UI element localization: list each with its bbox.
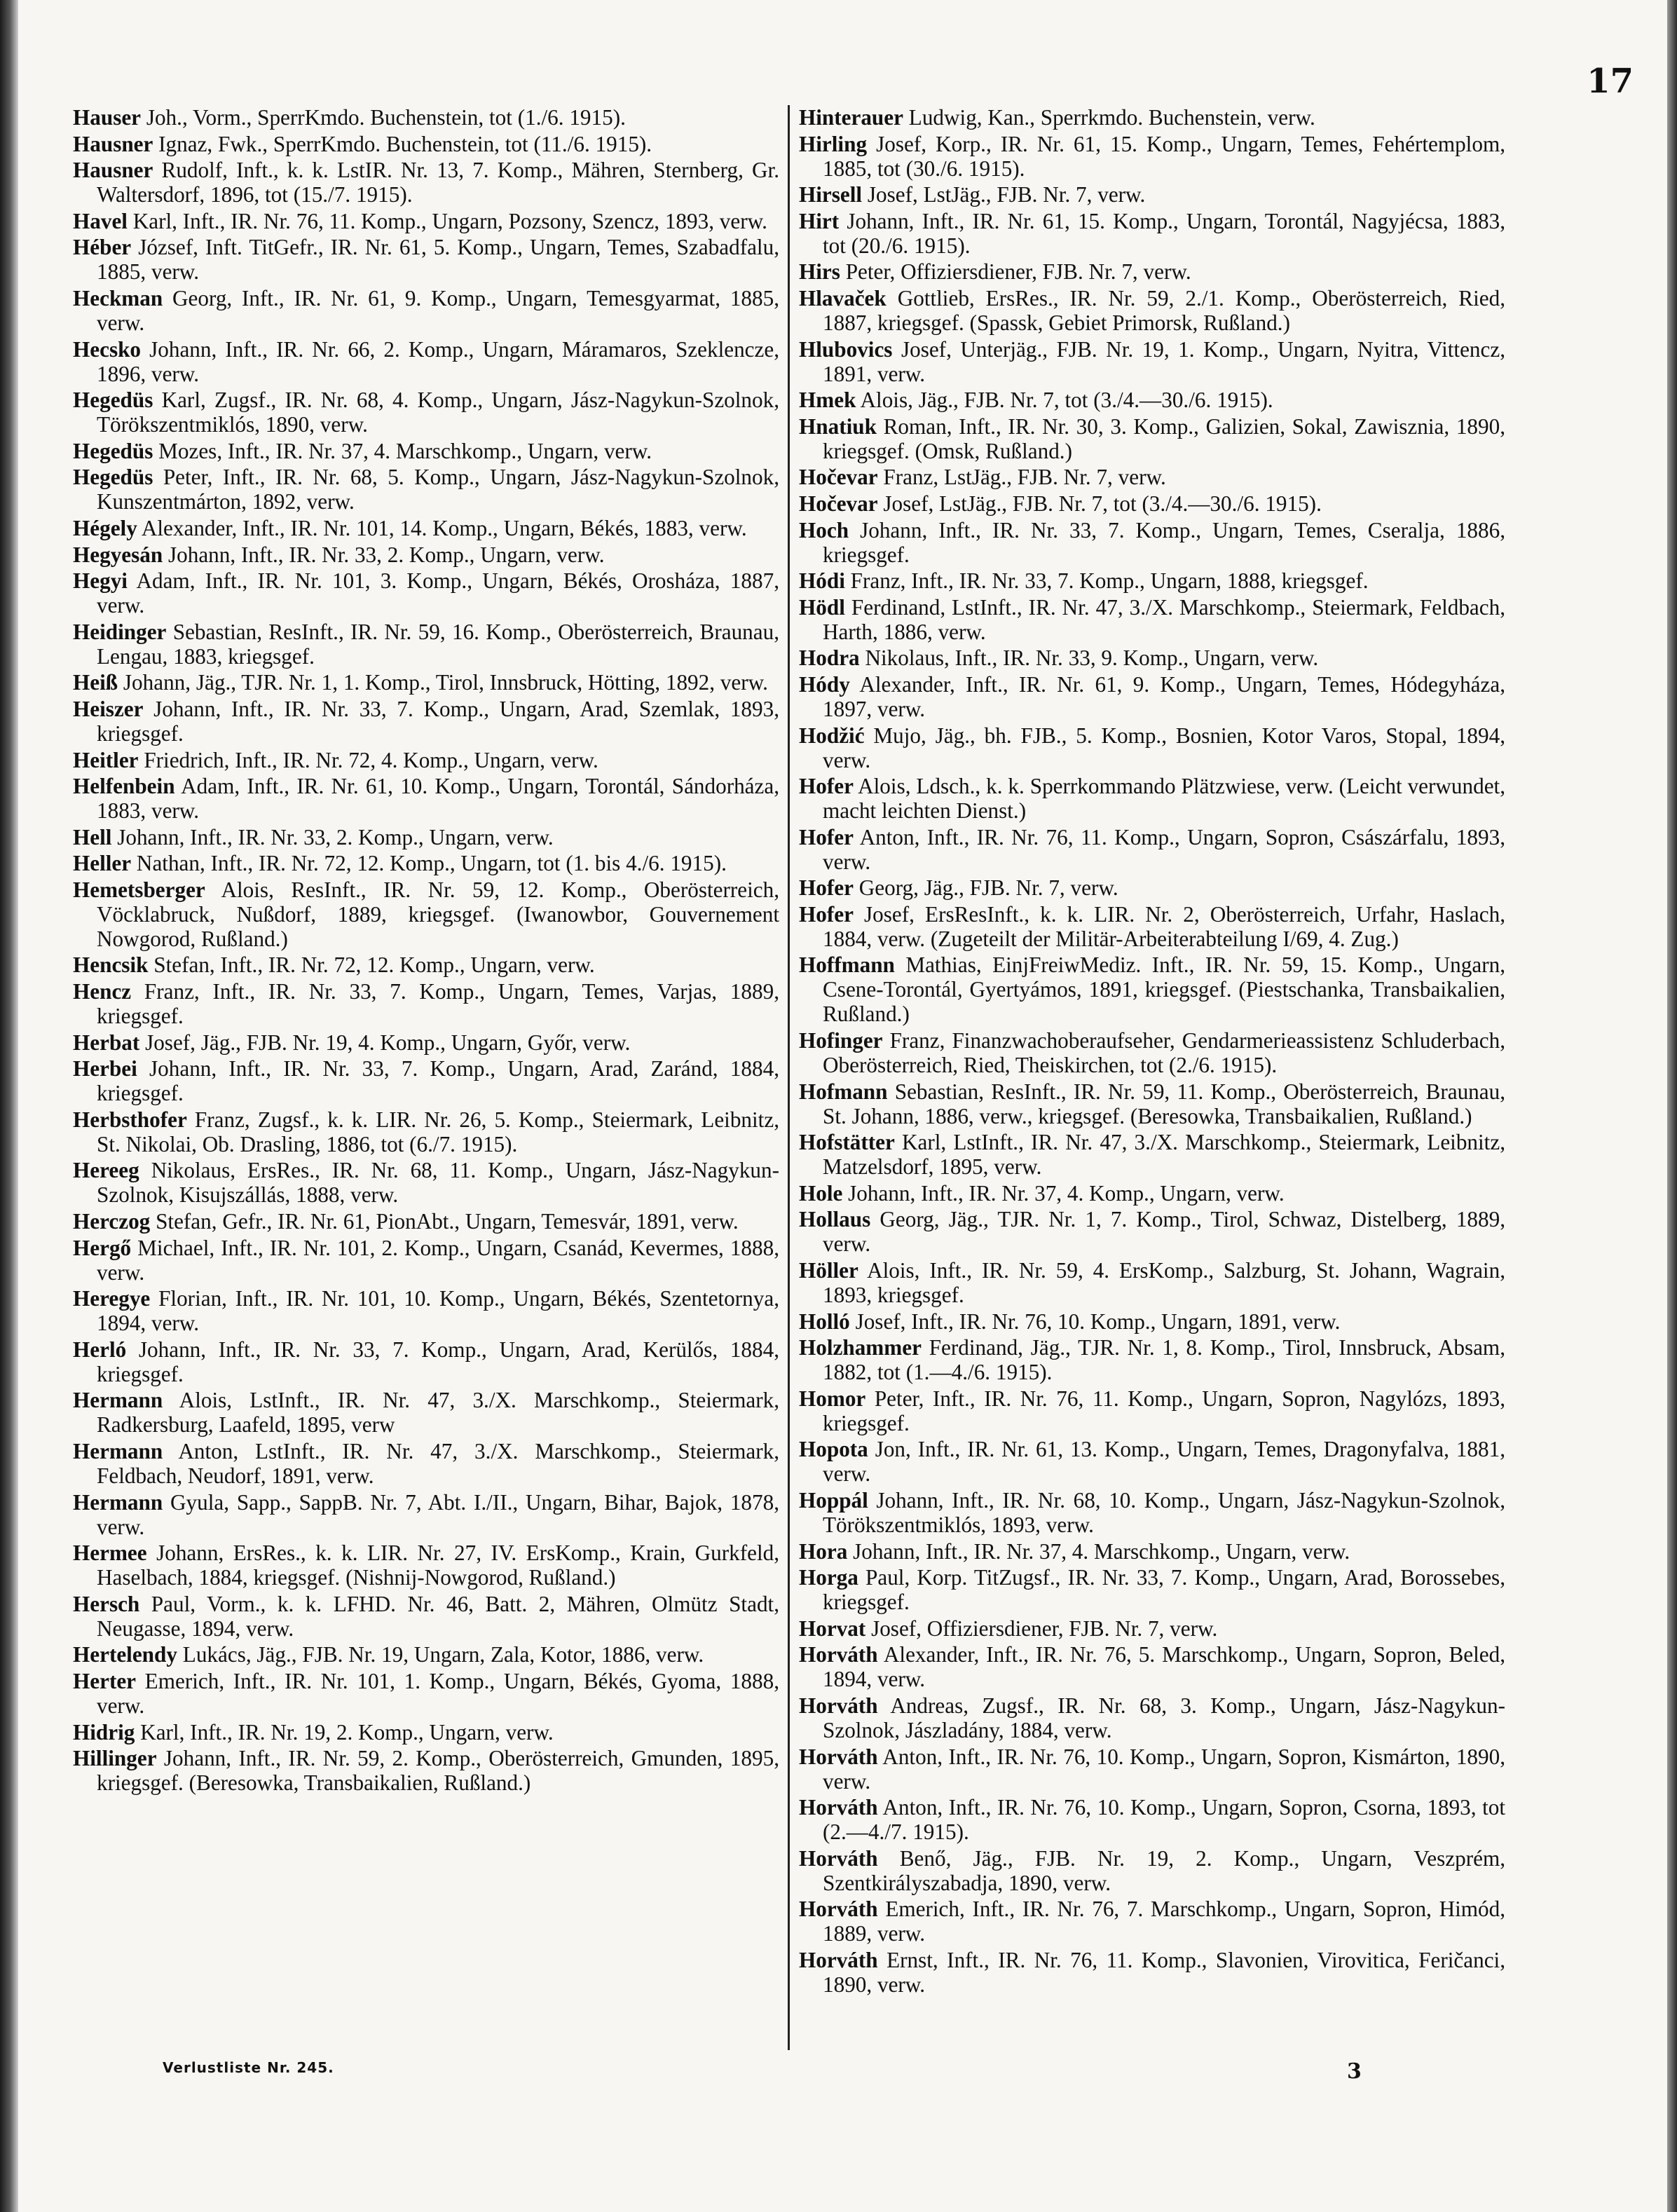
casualty-entry <box>799 1565 1505 1614</box>
casualty-entry <box>799 1181 1505 1206</box>
surname: Horváth <box>799 1795 878 1820</box>
casualty-entry <box>799 1488 1505 1537</box>
casualty-entry <box>799 953 1505 1026</box>
entry-details: Johann, Inft., IR. Nr. 68, 10. Komp., Ungarn, Jász-Nagykun-Szolnok, Törökszentmiklós, 1893, verw. <box>823 1488 1505 1537</box>
surname: Hlavaček <box>799 285 887 310</box>
entry-details: Johann, Inft., IR. Nr. 37, 4. Marschkomp., Ungarn, verw. <box>847 1538 1350 1564</box>
surname: Horváth <box>799 1947 878 1972</box>
surname: Horváth <box>799 1744 878 1769</box>
casualty-entry <box>799 646 1505 670</box>
surname: Hora <box>799 1538 848 1564</box>
surname: Hergő <box>73 1235 132 1260</box>
casualty-entry <box>73 235 779 284</box>
surname: Hersch <box>73 1591 140 1616</box>
surname: Hemetsberger <box>73 877 205 902</box>
casualty-entry <box>73 1286 779 1335</box>
casualty-entry <box>73 748 779 772</box>
casualty-entry <box>73 388 779 437</box>
casualty-entry <box>799 774 1505 823</box>
casualty-entry <box>799 1437 1505 1486</box>
entry-details: Alois, Ldsch., k. k. Sperrkommando Plätzwiese, verw. (Leicht verwundet, macht leichten Dienst.) <box>823 774 1505 824</box>
casualty-entry <box>799 1130 1505 1179</box>
surname: Heiszer <box>73 696 144 721</box>
entry-details: Johann, Inft., IR. Nr. 33, 7. Komp., Ungarn, Arad, Szemlak, 1893, kriegsgef. <box>97 696 779 746</box>
surname: Hillinger <box>73 1746 157 1771</box>
entry-details: Nikolaus, ErsRes., IR. Nr. 68, 11. Komp., Ungarn, Jász-Nagykun-Szolnok, Kisujszállás, 1888, verw. <box>97 1158 779 1208</box>
casualty-entry <box>799 1948 1505 1997</box>
casualty-entry <box>799 518 1505 567</box>
surname: Havel <box>73 208 128 233</box>
surname: Hecsko <box>73 336 142 362</box>
surname: Herbat <box>73 1030 140 1055</box>
casualty-entry <box>799 491 1505 516</box>
surname: Hočevar <box>799 491 878 516</box>
surname: Hole <box>799 1180 843 1206</box>
entry-details: Franz, Inft., IR. Nr. 33, 7. Komp., Ungarn, Temes, Varjas, 1889, kriegsgef. <box>97 979 779 1029</box>
surname: Hofer <box>799 774 854 799</box>
casualty-entry <box>799 209 1505 258</box>
entry-details: Gottlieb, ErsRes., IR. Nr. 59, 2./1. Komp., Oberösterreich, Ried, 1887, kriegsgef. (Spassk, Gebiet Primorsk, Rußland.) <box>823 285 1505 335</box>
casualty-entry <box>73 542 779 567</box>
surname: Horvat <box>799 1616 866 1641</box>
casualty-entry <box>73 1592 779 1641</box>
entry-details: Karl, Zugsf., IR. Nr. 68, 4. Komp., Ungarn, Jász-Nagykun-Szolnok, Törökszentmiklós, 1890, verw. <box>97 388 779 437</box>
casualty-entry <box>799 875 1505 900</box>
casualty-entry <box>73 620 779 669</box>
casualty-entry <box>799 182 1505 207</box>
surname: Hočevar <box>799 465 878 490</box>
surname: Homor <box>799 1386 866 1411</box>
entry-details: Emerich, Inft., IR. Nr. 101, 1. Komp., Ungarn, Békés, Gyoma, 1888, verw. <box>97 1668 779 1718</box>
casualty-entry <box>799 388 1505 412</box>
surname: Heregye <box>73 1286 151 1311</box>
entry-details: Georg, Jäg., FJB. Nr. 7, verw. <box>853 875 1118 901</box>
surname: Hódi <box>799 568 845 594</box>
entry-details: Karl, Inft., IR. Nr. 76, 11. Komp., Ungarn, Pozsony, Szencz, 1893, verw. <box>127 208 767 233</box>
entry-details: Anton, Inft., IR. Nr. 76, 10. Komp., Ungarn, Sopron, Csorna, 1893, tot (2.—4./7. 1915). <box>823 1795 1505 1845</box>
casualty-entry <box>799 568 1505 593</box>
surname: Hegedüs <box>73 438 153 463</box>
surname: Hégely <box>73 515 137 540</box>
footer-sheet-number: 3 <box>1347 2059 1362 2084</box>
surname: Höller <box>799 1258 858 1283</box>
entry-details: Alois, Inft., IR. Nr. 59, 4. ErsKomp., Salzburg, St. Johann, Wagrain, 1893, kriegsgef. <box>823 1258 1505 1308</box>
entry-details: Franz, Inft., IR. Nr. 33, 7. Komp., Ungarn, 1888, kriegsgef. <box>844 568 1369 594</box>
casualty-entry <box>799 1846 1505 1895</box>
casualty-entry <box>799 1539 1505 1564</box>
surname: Holló <box>799 1309 850 1334</box>
entry-details: Josef, ErsResInft., k. k. LIR. Nr. 2, Oberösterreich, Urfahr, Haslach, 1884, verw. (Zugeteilt der Militär-Arbeiterabteilung I/69, 4. Zug.) <box>823 901 1505 951</box>
surname: Hermann <box>73 1388 163 1413</box>
casualty-entry <box>73 158 779 207</box>
entry-details: Rudolf, Inft., k. k. LstIR. Nr. 13, 7. Komp., Mähren, Sternberg, Gr. Waltersdorf, 1896, tot (15./7. 1915). <box>97 158 779 207</box>
entry-details: Johann, Inft., IR. Nr. 59, 2. Komp., Oberösterreich, Gmunden, 1895, kriegsgef. (Beresowka, Transbaikalien, Rußland.) <box>97 1746 779 1796</box>
surname: Hirt <box>799 208 840 233</box>
surname: Hell <box>73 824 112 849</box>
surname: Héber <box>73 235 132 260</box>
entry-details: Joh., Vorm., SperrKmdo. Buchenstein, tot (1./6. 1915). <box>141 105 626 130</box>
entry-details: Josef, Jäg., FJB. Nr. 19, 4. Komp., Ungarn, Győr, verw. <box>139 1030 631 1055</box>
surname: Helfenbein <box>73 774 175 799</box>
entry-details: Peter, Offiziersdiener, FJB. Nr. 7, verw. <box>840 259 1191 285</box>
entry-details: Nikolaus, Inft., IR. Nr. 33, 9. Komp., Ungarn, verw. <box>859 646 1319 671</box>
entry-details: Johann, Inft., IR. Nr. 33, 7. Komp., Ungarn, Temes, Cseralja, 1886, kriegsgef. <box>823 517 1505 567</box>
entry-details: Franz, LstJäg., FJB. Nr. 7, verw. <box>877 465 1166 490</box>
surname: Hirsell <box>799 182 863 207</box>
casualty-entry <box>799 595 1505 644</box>
scan-edge-right <box>1667 0 1677 2212</box>
casualty-entry <box>799 1642 1505 1691</box>
entry-details: Franz, Zugsf., k. k. LIR. Nr. 26, 5. Komp., Steiermark, Leibnitz, St. Nikolai, Ob. Drasling, 1886, tot (6./7. 1915). <box>97 1107 779 1156</box>
entry-details: Ernst, Inft., IR. Nr. 76, 11. Komp., Slavonien, Virovitica, Feričanci, 1890, verw. <box>823 1947 1505 1997</box>
entry-details: Ludwig, Kan., Sperrkmdo. Buchenstein, verw. <box>903 105 1315 130</box>
entry-details: Alois, LstInft., IR. Nr. 47, 3./X. Marschkomp., Steiermark, Radkersburg, Laafeld, 1895, verw <box>97 1388 779 1438</box>
entry-details: Josef, Offiziersdiener, FJB. Nr. 7, verw. <box>865 1616 1218 1641</box>
casualty-entry <box>73 1158 779 1207</box>
casualty-entry <box>799 337 1505 386</box>
surname: Hofstätter <box>799 1130 895 1155</box>
surname: Hegyi <box>73 568 128 594</box>
casualty-entry <box>799 825 1505 874</box>
surname: Heller <box>73 851 132 876</box>
surname: Heckman <box>73 285 163 310</box>
casualty-entry <box>73 1337 779 1386</box>
casualty-entry <box>799 1335 1505 1384</box>
surname: Hermann <box>73 1439 163 1463</box>
casualty-entry <box>73 1056 779 1105</box>
entry-details: Josef, LstJäg., FJB. Nr. 7, verw. <box>862 182 1146 207</box>
surname: Hofer <box>799 824 854 849</box>
surname: Hidrig <box>73 1719 135 1745</box>
casualty-entry <box>73 1388 779 1437</box>
surname: Hofer <box>799 901 854 927</box>
entry-details: Alexander, Inft., IR. Nr. 101, 14. Komp., Ungarn, Békés, 1883, verw. <box>137 515 747 540</box>
casualty-entry <box>73 670 779 695</box>
surname: Horváth <box>799 1845 878 1871</box>
surname: Hopota <box>799 1437 868 1462</box>
entry-details: Johann, Inft., IR. Nr. 33, 7. Komp., Ungarn, Arad, Zaránd, 1884, kriegsgef. <box>97 1056 779 1106</box>
entry-details: Mozes, Inft., IR. Nr. 37, 4. Marschkomp., Ungarn, verw. <box>153 438 652 463</box>
entry-details: Alexander, Inft., IR. Nr. 76, 5. Marschkomp., Ungarn, Sopron, Beled, 1894, verw. <box>823 1642 1505 1692</box>
casualty-entry <box>799 286 1505 335</box>
right-column <box>799 105 1505 1999</box>
surname: Herbei <box>73 1056 137 1081</box>
surname: Hlubovics <box>799 336 893 362</box>
entry-details: Adam, Inft., IR. Nr. 101, 3. Komp., Ungarn, Békés, Orosháza, 1887, verw. <box>97 568 779 618</box>
page-number: 17 <box>1587 62 1634 101</box>
entry-details: Florian, Inft., IR. Nr. 101, 10. Komp., Ungarn, Békés, Szentetornya, 1894, verw. <box>97 1286 779 1336</box>
entry-details: Alexander, Inft., IR. Nr. 61, 9. Komp., Ungarn, Temes, Hódegyháza, 1897, verw. <box>823 671 1505 721</box>
casualty-entry <box>799 1616 1505 1641</box>
casualty-entry <box>73 1720 779 1745</box>
casualty-entry <box>73 1669 779 1718</box>
casualty-entry <box>799 105 1505 130</box>
entry-details: Michael, Inft., IR. Nr. 101, 2. Komp., Ungarn, Csanád, Kevermes, 1888, verw. <box>97 1235 779 1285</box>
entry-details: Emerich, Inft., IR. Nr. 76, 7. Marschkomp., Ungarn, Sopron, Himód, 1889, verw. <box>823 1897 1505 1946</box>
entry-details: Stefan, Gefr., IR. Nr. 61, PionAbt., Ungarn, Temesvár, 1891, verw. <box>150 1209 739 1234</box>
entry-details: Ferdinand, Jäg., TJR. Nr. 1, 8. Komp., Tirol, Innsbruck, Absam, 1882, tot (1.—4./6. 1915). <box>823 1335 1505 1385</box>
entry-details: Mathias, EinjFreiwMediz. Inft., IR. Nr. 59, 15. Komp., Ungarn, Csene-Torontál, Gyertyámos, 1891, kriegsgef. (Piestschanka, Transbaikalien, Rußland.) <box>823 953 1505 1027</box>
entry-details: Ferdinand, LstInft., IR. Nr. 47, 3./X. Marschkomp., Steiermark, Feldbach, Harth, 1886, verw. <box>823 594 1505 644</box>
casualty-entry <box>799 1795 1505 1844</box>
footer-list-number: Verlustliste Nr. 245. <box>163 2059 334 2076</box>
entry-details: Georg, Inft., IR. Nr. 61, 9. Komp., Ungarn, Temesgyarmat, 1885, verw. <box>97 285 779 335</box>
entry-details: Ignaz, Fwk., SperrKmdo. Buchenstein, tot (11./6. 1915). <box>153 131 652 156</box>
entry-details: Anton, Inft., IR. Nr. 76, 10. Komp., Ungarn, Sopron, Kismárton, 1890, verw. <box>823 1744 1505 1794</box>
entry-details: Johann, ErsRes., k. k. LIR. Nr. 27, IV. ErsKomp., Krain, Gurkfeld, Haselbach, 1884, kriegsgef. (Nishnij-Nowgorod, Rußland.) <box>97 1541 779 1590</box>
surname: Hencz <box>73 979 132 1004</box>
casualty-entry <box>73 1541 779 1590</box>
casualty-entry <box>73 132 779 156</box>
entry-details: József, Inft. TitGefr., IR. Nr. 61, 5. Komp., Ungarn, Temes, Szabadfalu, 1885, verw. <box>97 235 779 285</box>
casualty-entry <box>799 1693 1505 1742</box>
entry-details: Georg, Jäg., TJR. Nr. 1, 7. Komp., Tirol, Schwaz, Distelberg, 1889, verw. <box>823 1207 1505 1257</box>
casualty-entry <box>73 209 779 233</box>
casualty-entry <box>73 105 779 130</box>
entry-details: Stefan, Inft., IR. Nr. 72, 12. Komp., Ungarn, verw. <box>148 953 595 978</box>
casualty-entry <box>73 286 779 335</box>
surname: Hodra <box>799 646 860 671</box>
surname: Herczog <box>73 1209 151 1234</box>
casualty-entry <box>799 1207 1505 1256</box>
surname: Hödl <box>799 594 845 620</box>
surname: Hausner <box>73 158 153 183</box>
casualty-entry <box>73 1490 779 1539</box>
surname: Horváth <box>799 1897 878 1922</box>
casualty-entry <box>73 851 779 875</box>
left-column <box>73 105 779 1797</box>
entry-details: Lukács, Jäg., FJB. Nr. 19, Ungarn, Zala, Kotor, 1886, verw. <box>177 1642 704 1667</box>
surname: Hoppál <box>799 1488 868 1513</box>
surname: Hermee <box>73 1541 147 1566</box>
casualty-entry <box>799 465 1505 489</box>
casualty-entry <box>799 259 1505 284</box>
surname: Horváth <box>799 1693 878 1718</box>
entry-details: Sebastian, ResInft., IR. Nr. 59, 11. Komp., Oberösterreich, Braunau, St. Johann, 1886, verw., kriegsgef. (Beresowka, Transbaikalien, Rußland.) <box>823 1079 1505 1128</box>
casualty-entry <box>73 337 779 386</box>
casualty-entry <box>73 878 779 951</box>
casualty-entry <box>799 1079 1505 1128</box>
entry-details: Peter, Inft., IR. Nr. 68, 5. Komp., Ungarn, Jász-Nagykun-Szolnok, Kunszentmárton, 1892, verw. <box>97 465 779 514</box>
surname: Hauser <box>73 105 142 130</box>
surname: Hofmann <box>799 1079 888 1104</box>
surname: Hegedüs <box>73 465 153 490</box>
entry-details: Johann, Inft., IR. Nr. 61, 15. Komp., Ungarn, Torontál, Nagyjécsa, 1883, tot (20./6. 1915). <box>823 208 1505 258</box>
entry-details: Karl, LstInft., IR. Nr. 47, 3./X. Marschkomp., Steiermark, Leibnitz, Matzelsdorf, 1895, verw. <box>823 1130 1505 1180</box>
surname: Hinterauer <box>799 105 903 130</box>
entry-details: Franz, Finanzwachoberaufseher, Gendarmerieassistenz Schluderbach, Oberösterreich, Ried, Theiskirchen, tot (2./6. 1915). <box>823 1028 1505 1078</box>
entry-details: Anton, LstInft., IR. Nr. 47, 3./X. Marschkomp., Steiermark, Feldbach, Neudorf, 1891, verw. <box>97 1439 779 1488</box>
casualty-entry <box>799 1309 1505 1334</box>
casualty-entry <box>799 132 1505 181</box>
surname: Hofer <box>799 875 854 901</box>
surname: Horváth <box>799 1642 878 1667</box>
entry-details: Alois, ResInft., IR. Nr. 59, 12. Komp., Oberösterreich, Vöcklabruck, Nußdorf, 1889, kriegsgef. (Iwanowbor, Gouvernement Nowgorod, Rußland.) <box>97 877 779 951</box>
casualty-entry <box>73 439 779 463</box>
casualty-entry <box>73 953 779 977</box>
entry-details: Josef, LstJäg., FJB. Nr. 7, tot (3./4.—30./6. 1915). <box>877 491 1322 516</box>
entry-details: Paul, Vorm., k. k. LFHD. Nr. 46, Batt. 2, Mähren, Olmütz Stadt, Neugasse, 1894, verw. <box>97 1591 779 1641</box>
entry-details: Roman, Inft., IR. Nr. 30, 3. Komp., Galizien, Sokal, Zawisznia, 1890, kriegsgef. (Omsk, Rußland.) <box>823 414 1505 463</box>
casualty-entry <box>799 723 1505 772</box>
surname: Hereeg <box>73 1158 139 1183</box>
entry-details: Johann, Jäg., TJR. Nr. 1, 1. Komp., Tirol, Innsbruck, Hötting, 1892, verw. <box>118 670 768 695</box>
surname: Hnatiuk <box>799 414 877 439</box>
entry-details: Anton, Inft., IR. Nr. 76, 11. Komp., Ungarn, Sopron, Császárfalu, 1893, verw. <box>823 824 1505 874</box>
casualty-entry <box>73 1209 779 1234</box>
entry-details: Josef, Unterjäg., FJB. Nr. 19, 1. Komp., Ungarn, Nyitra, Vittencz, 1891, verw. <box>823 336 1505 386</box>
surname: Holzhammer <box>799 1335 922 1360</box>
surname: Hmek <box>799 388 856 413</box>
surname: Hoch <box>799 517 849 542</box>
entry-details: Karl, Inft., IR. Nr. 19, 2. Komp., Ungarn, verw. <box>135 1719 554 1745</box>
casualty-entry <box>799 1258 1505 1307</box>
entry-details: Josef, Korp., IR. Nr. 61, 15. Komp., Ungarn, Temes, Fehértemplom, 1885, tot (30./6. 1915). <box>823 131 1505 181</box>
surname: Hausner <box>73 131 153 156</box>
entry-details: Josef, Inft., IR. Nr. 76, 10. Komp., Ungarn, 1891, verw. <box>849 1309 1341 1334</box>
casualty-entry <box>799 1028 1505 1077</box>
surname: Hencsik <box>73 953 149 978</box>
entry-details: Johann, Inft., IR. Nr. 37, 4. Komp., Ungarn, verw. <box>842 1180 1285 1206</box>
entry-details: Nathan, Inft., IR. Nr. 72, 12. Komp., Ungarn, tot (1. bis 4./6. 1915). <box>131 851 727 876</box>
casualty-entry <box>73 568 779 617</box>
entry-details: Johann, Inft., IR. Nr. 33, 2. Komp., Ungarn, verw. <box>163 542 605 567</box>
surname: Horga <box>799 1565 858 1590</box>
casualty-entry <box>73 1746 779 1795</box>
casualty-entry <box>73 1030 779 1055</box>
surname: Hegyesán <box>73 542 163 567</box>
entry-details: Alois, Jäg., FJB. Nr. 7, tot (3./4.—30./6. 1915). <box>856 388 1273 413</box>
surname: Hódy <box>799 671 850 697</box>
entry-details: Mujo, Jäg., bh. FJB., 5. Komp., Bosnien, Kotor Varos, Stopal, 1894, verw. <box>823 723 1505 772</box>
entry-details: Johann, Inft., IR. Nr. 33, 2. Komp., Ungarn, verw. <box>111 824 554 849</box>
entry-details: Friedrich, Inft., IR. Nr. 72, 4. Komp., Ungarn, verw. <box>138 747 598 772</box>
surname: Hofinger <box>799 1028 883 1053</box>
scan-edge-left <box>0 0 18 2212</box>
surname: Herló <box>73 1337 127 1362</box>
surname: Hodžić <box>799 723 865 748</box>
casualty-entry <box>799 902 1505 951</box>
surname: Hertelendy <box>73 1642 177 1667</box>
surname: Herbsthofer <box>73 1107 187 1132</box>
entry-details: Sebastian, ResInft., IR. Nr. 59, 16. Komp., Oberösterreich, Braunau, Lengau, 1883, kriegsgef. <box>97 619 779 669</box>
surname: Heitler <box>73 747 139 772</box>
surname: Heidinger <box>73 619 167 644</box>
entry-details: Johann, Inft., IR. Nr. 66, 2. Komp., Ungarn, Máramaros, Szeklencze, 1896, verw. <box>97 336 779 386</box>
surname: Herter <box>73 1668 137 1693</box>
casualty-entry <box>73 465 779 514</box>
entry-details: Paul, Korp. TitZugsf., IR. Nr. 33, 7. Komp., Ungarn, Arad, Borossebes, kriegsgef. <box>823 1565 1505 1615</box>
casualty-entry <box>799 672 1505 721</box>
surname: Hirs <box>799 259 840 285</box>
casualty-entry <box>73 1236 779 1285</box>
casualty-entry <box>799 1386 1505 1435</box>
surname: Hoffmann <box>799 953 895 978</box>
casualty-entry <box>73 825 779 849</box>
casualty-entry <box>799 414 1505 463</box>
casualty-entry <box>73 1642 779 1667</box>
casualty-entry <box>799 1745 1505 1794</box>
surname: Hollaus <box>799 1207 871 1232</box>
casualty-entry <box>73 979 779 1028</box>
surname: Hirling <box>799 131 868 156</box>
casualty-entry <box>799 1897 1505 1946</box>
casualty-entry <box>73 697 779 746</box>
surname: Hermann <box>73 1489 163 1515</box>
entry-details: Johann, Inft., IR. Nr. 33, 7. Komp., Ungarn, Arad, Kerülős, 1884, kriegsgef. <box>97 1337 779 1386</box>
casualty-entry <box>73 516 779 540</box>
casualty-entry <box>73 774 779 823</box>
entry-details: Benő, Jäg., FJB. Nr. 19, 2. Komp., Ungarn, Veszprém, Szentkirályszabadja, 1890, verw. <box>823 1845 1505 1895</box>
casualty-entry <box>73 1439 779 1488</box>
entry-details: Jon, Inft., IR. Nr. 61, 13. Komp., Ungarn, Temes, Dragonyfalva, 1881, verw. <box>823 1437 1505 1487</box>
surname: Heiß <box>73 670 118 695</box>
entry-details: Gyula, Sapp., SappB. Nr. 7, Abt. I./II., Ungarn, Bihar, Bajok, 1878, verw. <box>97 1489 779 1539</box>
entry-details: Andreas, Zugsf., IR. Nr. 68, 3. Komp., Ungarn, Jász-Nagykun-Szolnok, Jászladány, 1884, verw. <box>823 1693 1505 1742</box>
casualty-entry <box>73 1107 779 1156</box>
column-divider <box>788 105 790 2050</box>
entry-details: Peter, Inft., IR. Nr. 76, 11. Komp., Ungarn, Sopron, Nagylózs, 1893, kriegsgef. <box>823 1386 1505 1435</box>
surname: Hegedüs <box>73 388 153 413</box>
entry-details: Adam, Inft., IR. Nr. 61, 10. Komp., Ungarn, Torontál, Sándorháza, 1883, verw. <box>97 774 779 824</box>
